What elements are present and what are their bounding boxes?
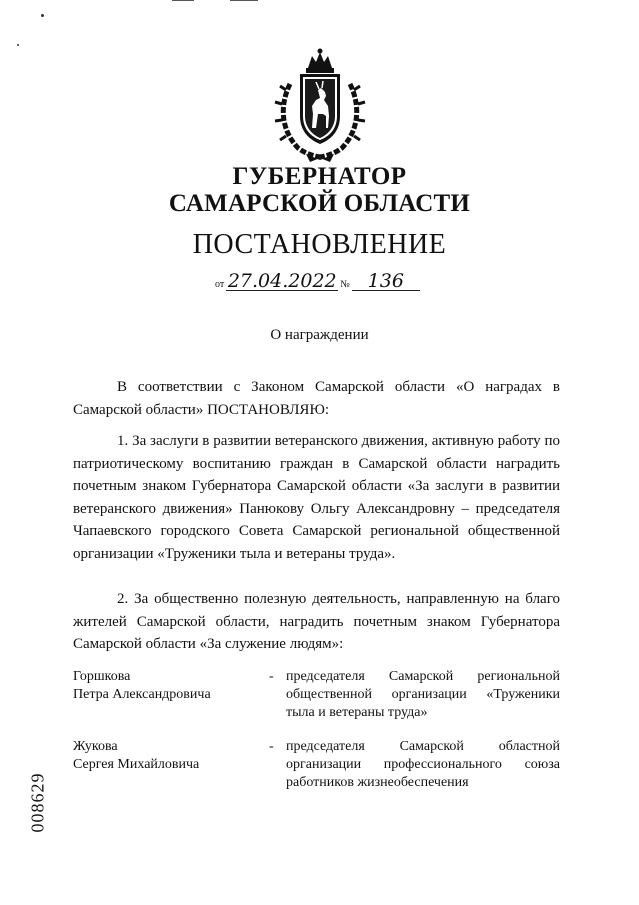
- number-label: №: [340, 279, 350, 290]
- date-number-line: [213, 272, 420, 294]
- date-label: от: [215, 279, 225, 290]
- document-serial-code: 008629: [27, 772, 48, 833]
- scan-speck: [41, 14, 44, 17]
- intro-paragraph: В соответствии с Законом Самарской области «О наградах в Самарской области» ПОСТАНОВЛЯЮ:: [73, 379, 560, 418]
- top-edge-mark: [230, 0, 258, 1]
- document-type: ПОСТАНОВЛЕНИЕ: [192, 229, 447, 260]
- item-1-paragraph: 1. За заслуги в развитии ветеранского движения, активную работу по патриотическому воспитанию граждан в Самарской области наградить почетным знаком Губернатора Самарской области «За заслуги в развитии ветеранского движения» Панюкову Ольгу Александровну – председателя Чапаевского городского Совета Самарской региональной общественной организации «Труженики тыла и ветераны труда».: [73, 433, 560, 562]
- document-subject: О награждении: [270, 327, 369, 343]
- awardee-surname: Горшкова: [73, 669, 131, 684]
- top-edge-mark: [172, 0, 194, 1]
- item-2-paragraph: 2. За общественно полезную деятельность, направленную на благо жителей Самарской области, наградить почетным знаком Губернатора Самарской области «За служение людям»:: [73, 591, 560, 653]
- awardee-surname: Жукова: [73, 739, 118, 754]
- awardee-dash: -: [269, 739, 274, 754]
- handwritten-number: 136: [352, 272, 420, 291]
- awardee-name: [73, 738, 263, 774]
- handwritten-date: 27.04.2022: [227, 270, 337, 292]
- awardee-position: председателя Самарской региональной общественной организации «Труженики тыла и ветераны труда»: [286, 669, 560, 720]
- authority-title-line1: ГУБЕРНАТОР: [232, 163, 407, 190]
- authority-title-line2: САМАРСКОЙ ОБЛАСТИ: [168, 190, 471, 217]
- awardee-given-name: Сергея Михайловича: [73, 757, 200, 772]
- awardee-dash: -: [269, 669, 274, 684]
- awardee-name: [73, 668, 263, 704]
- samara-coat-of-arms-icon: [268, 44, 372, 164]
- awardee-position: председателя Самарской областной организации профессионального союза работников жизнеобеспечения: [286, 739, 560, 790]
- awardee-given-name: Петра Александровича: [73, 687, 211, 702]
- scan-speck: [17, 44, 19, 46]
